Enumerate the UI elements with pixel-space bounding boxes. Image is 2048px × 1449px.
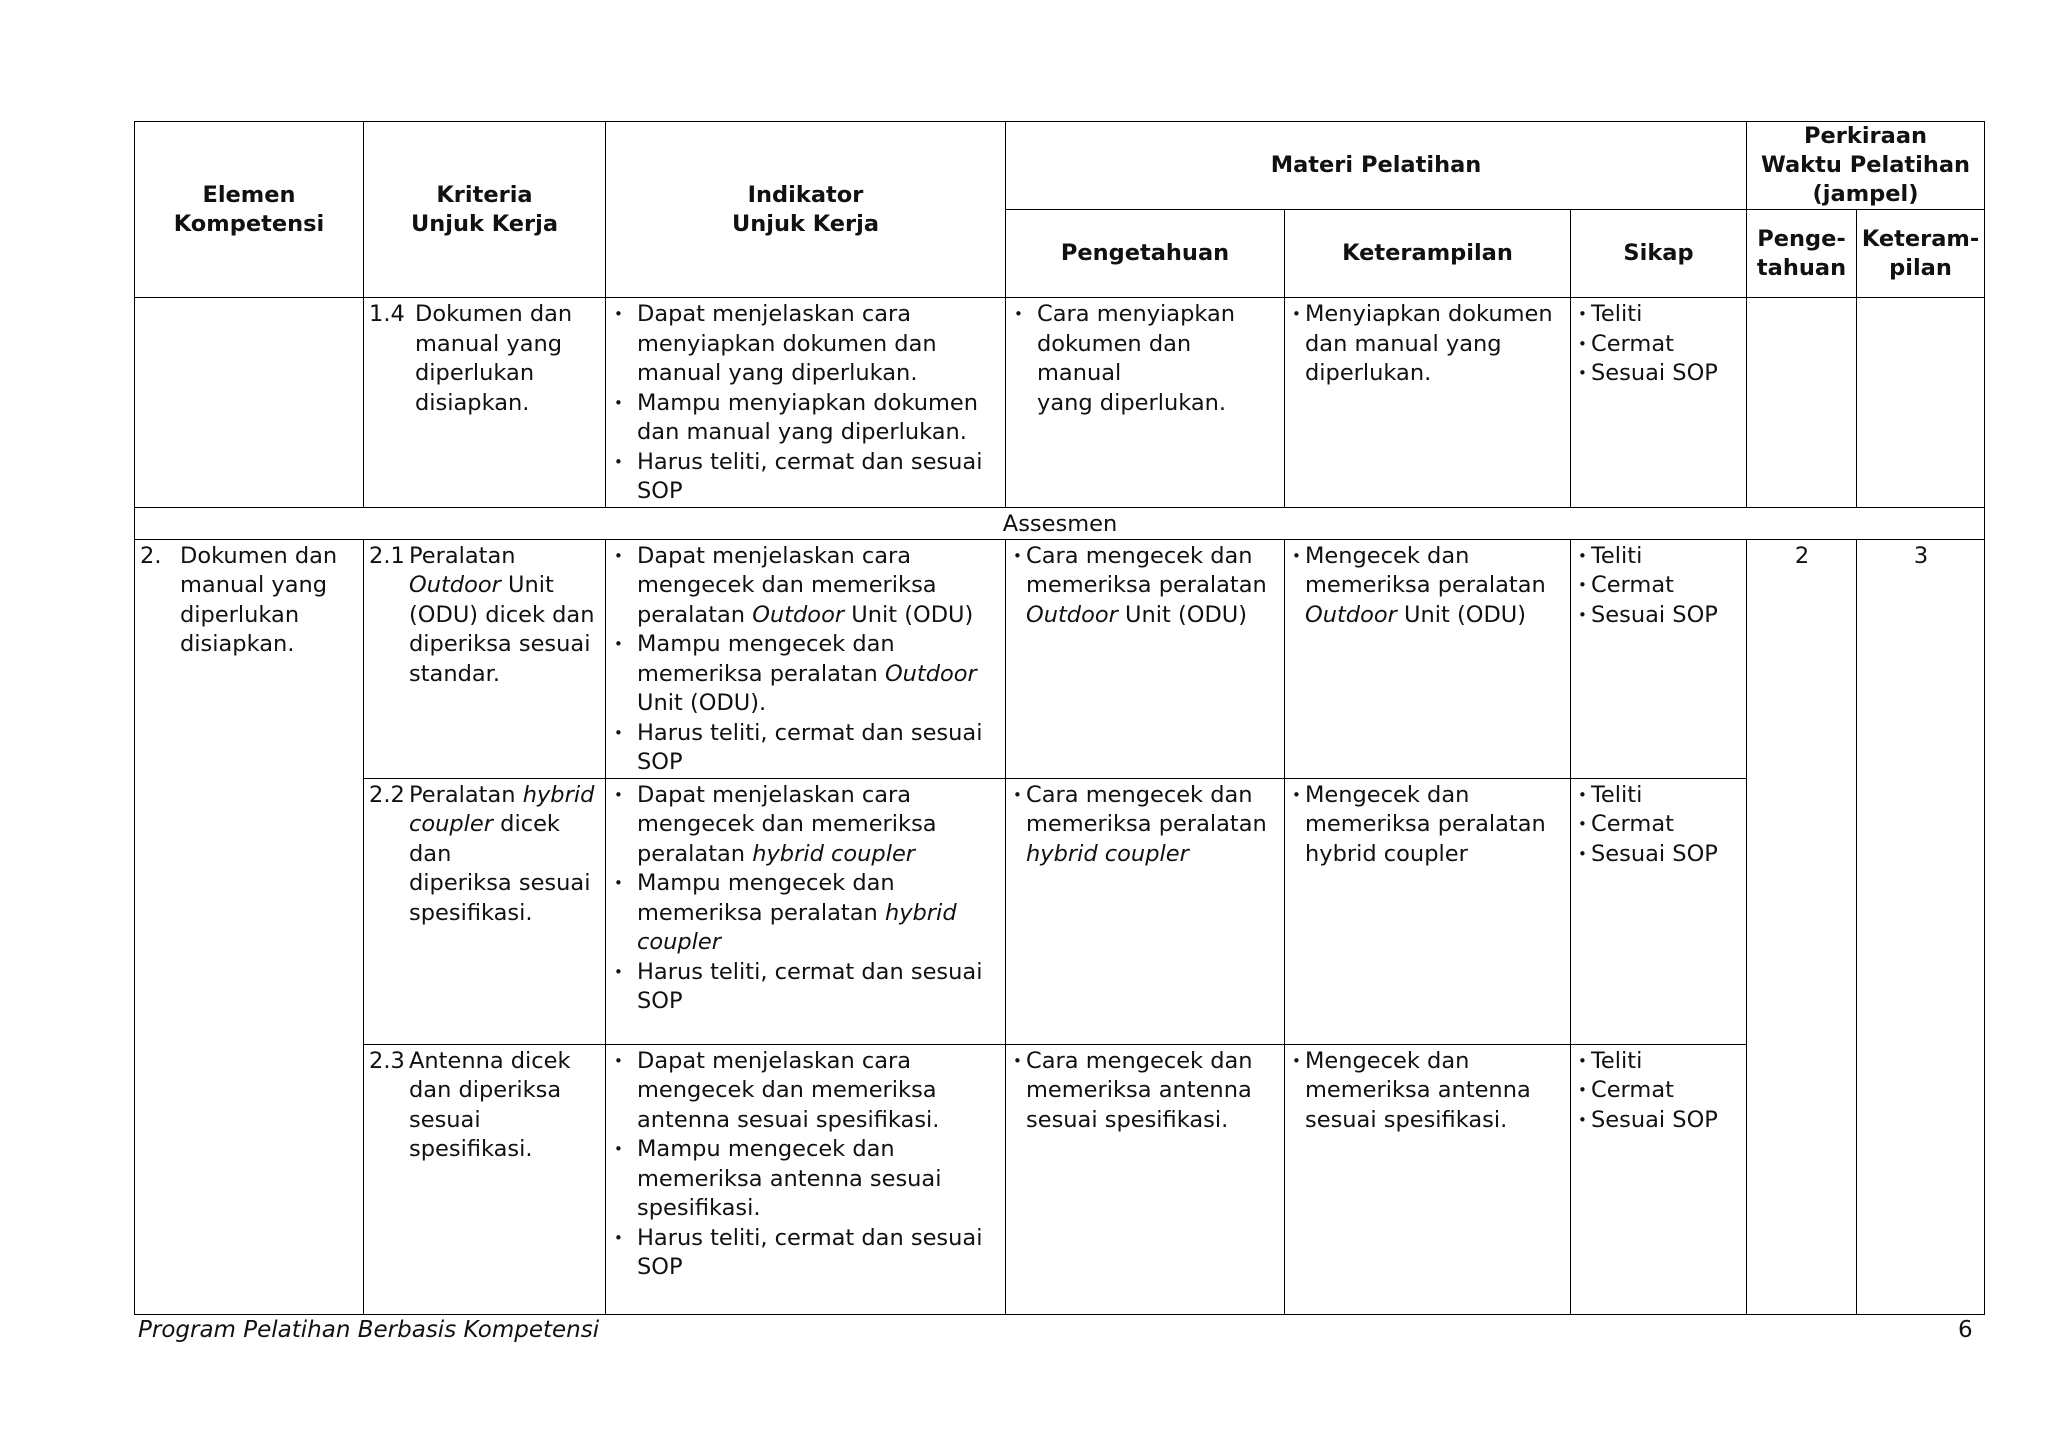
sikap-cell (1571, 1044, 1747, 1314)
indikator-cell (606, 1044, 1006, 1314)
jampel-keterampilan-value: 3 (1857, 539, 1985, 1314)
header-elemen-kompetensi: Elemen Kompetensi (135, 122, 364, 298)
list-item: • Cara mengecek dan memeriksa peralatan Outdoor Unit (ODU) (1011, 542, 1280, 631)
list-item: • Sesuai SOP (1576, 1106, 1742, 1136)
jampel-pengetahuan-cell (1747, 298, 1857, 508)
list-item: • Sesuai SOP (1576, 840, 1742, 870)
header-indikator-unjuk-kerja: Indikator Unjuk Kerja (606, 122, 1006, 298)
assesmen-row (135, 507, 1985, 539)
list-item: • Sesuai SOP (1576, 601, 1742, 631)
list-item: • Teliti (1576, 1047, 1742, 1077)
sikap-cell (1571, 539, 1747, 778)
list-item: • Teliti (1576, 542, 1742, 572)
list-item: • Harus teliti, cermat dan sesuai SOP (611, 719, 1001, 778)
elemen-cell-empty (135, 298, 364, 508)
list-item: • Mampu mengecek dan memeriksa peralatan hybrid coupler (611, 869, 1001, 958)
keterampilan-cell (1285, 539, 1571, 778)
pengetahuan-cell (1006, 1044, 1285, 1314)
list-item: • Cermat (1576, 330, 1742, 360)
list-item: • Menyiapkan dokumen dan manual yang diperlukan. (1290, 300, 1566, 389)
pengetahuan-cell (1006, 778, 1285, 1044)
list-item: • Mampu mengecek dan memeriksa antenna sesuai spesifikasi. (611, 1135, 1001, 1224)
list-item: • Dapat menjelaskan cara menyiapkan dokumen dan manual yang diperlukan. (611, 300, 1001, 389)
header-jampel-keterampilan: Keteram- pilan (1857, 210, 1985, 298)
list-item: • Dapat menjelaskan cara mengecek dan memeriksa peralatan hybrid coupler (611, 781, 1001, 870)
header-kriteria-unjuk-kerja: Kriteria Unjuk Kerja (364, 122, 606, 298)
table-row (135, 778, 1985, 1044)
list-item: • Cermat (1576, 571, 1742, 601)
list-item: • Mengecek dan memeriksa peralatan Outdoor Unit (ODU) (1290, 542, 1566, 631)
keterampilan-cell (1285, 1044, 1571, 1314)
list-item: • Cermat (1576, 810, 1742, 840)
pengetahuan-cell (1006, 539, 1285, 778)
table-row (135, 539, 1985, 778)
indikator-cell (606, 298, 1006, 508)
kriteria-cell: 1.4 Dokumen dan manual yang diperlukan disiapkan. (364, 298, 606, 508)
list-item: • Harus teliti, cermat dan sesuai SOP (611, 958, 1001, 1017)
header-keterampilan: Keterampilan (1285, 210, 1571, 298)
pengetahuan-cell (1006, 298, 1285, 508)
jampel-keterampilan-cell (1857, 298, 1985, 508)
table-row (135, 298, 1985, 508)
keterampilan-cell (1285, 298, 1571, 508)
assesmen-label: Assesmen (135, 507, 1985, 539)
list-item: • Mengecek dan memeriksa antenna sesuai spesifikasi. (1290, 1047, 1566, 1136)
kriteria-cell: 2.1 Peralatan Outdoor Unit (ODU) dicek dan diperiksa sesuai standar. (364, 539, 606, 778)
header-materi-pelatihan: Materi Pelatihan (1006, 122, 1747, 210)
sikap-cell (1571, 778, 1747, 1044)
list-item: • Cara mengecek dan memeriksa antenna sesuai spesifikasi. (1011, 1047, 1280, 1136)
list-item: • Teliti (1576, 300, 1742, 330)
header-pengetahuan: Pengetahuan (1006, 210, 1285, 298)
kriteria-cell: 2.2 Peralatan hybrid coupler dicek dan diperiksa sesuai spesifikasi. (364, 778, 606, 1044)
indikator-cell (606, 778, 1006, 1044)
list-item: • Sesuai SOP (1576, 359, 1742, 389)
header-jampel-pengetahuan: Penge- tahuan (1747, 210, 1857, 298)
list-item: • Cara mengecek dan memeriksa peralatan hybrid coupler (1011, 781, 1280, 870)
list-item: • Mengecek dan memeriksa peralatan hybrid coupler (1290, 781, 1566, 870)
list-item: • Cermat (1576, 1076, 1742, 1106)
list-item: • Harus teliti, cermat dan sesuai SOP (611, 448, 1001, 507)
competency-table (134, 121, 1985, 1315)
list-item: • Dapat menjelaskan cara mengecek dan memeriksa peralatan Outdoor Unit (ODU) (611, 542, 1001, 631)
list-item: • Teliti (1576, 781, 1742, 811)
elemen-cell: 2. Dokumen dan manual yang diperlukan disiapkan. (135, 539, 364, 1314)
kriteria-cell: 2.3 Antenna dicek dan diperiksa sesuai spesifikasi. (364, 1044, 606, 1314)
table-row (135, 1044, 1985, 1314)
keterampilan-cell (1285, 778, 1571, 1044)
footer-document-title: Program Pelatihan Berbasis Kompetensi (138, 1317, 600, 1343)
list-item: • Mampu mengecek dan memeriksa peralatan Outdoor Unit (ODU). (611, 630, 1001, 719)
indikator-cell (606, 539, 1006, 778)
list-item: • Harus teliti, cermat dan sesuai SOP (611, 1224, 1001, 1283)
header-perkiraan-waktu: Perkiraan Waktu Pelatihan (jampel) (1747, 122, 1985, 210)
jampel-pengetahuan-value: 2 (1747, 539, 1857, 1314)
page-number: 6 (1958, 1317, 1973, 1343)
list-item: • Dapat menjelaskan cara mengecek dan memeriksa antenna sesuai spesifikasi. (611, 1047, 1001, 1136)
header-sikap: Sikap (1571, 210, 1747, 298)
list-item: • Mampu menyiapkan dokumen dan manual yang diperlukan. (611, 389, 1001, 448)
sikap-cell (1571, 298, 1747, 508)
list-item: • Cara menyiapkan dokumen dan manual yang diperlukan. (1011, 300, 1280, 418)
